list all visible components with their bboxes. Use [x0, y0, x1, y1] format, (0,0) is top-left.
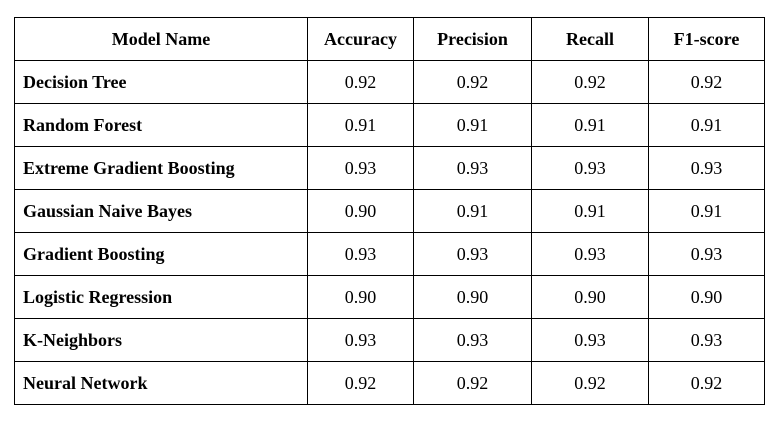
header-accuracy: Accuracy [308, 18, 414, 61]
accuracy-cell: 0.91 [308, 104, 414, 147]
precision-cell: 0.91 [414, 190, 532, 233]
table-row [15, 276, 765, 319]
f1-score-cell: 0.92 [649, 61, 765, 104]
model-name-cell: Extreme Gradient Boosting [15, 147, 308, 190]
header-precision: Precision [414, 18, 532, 61]
accuracy-cell: 0.93 [308, 319, 414, 362]
recall-cell: 0.90 [532, 276, 649, 319]
accuracy-cell: 0.92 [308, 61, 414, 104]
table-row [15, 61, 765, 104]
precision-cell: 0.93 [414, 147, 532, 190]
accuracy-cell: 0.90 [308, 190, 414, 233]
header-row [15, 18, 765, 61]
accuracy-cell: 0.93 [308, 233, 414, 276]
recall-cell: 0.93 [532, 147, 649, 190]
accuracy-cell: 0.90 [308, 276, 414, 319]
f1-score-cell: 0.93 [649, 319, 765, 362]
f1-score-cell: 0.90 [649, 276, 765, 319]
model-name-cell: Logistic Regression [15, 276, 308, 319]
table-row [15, 362, 765, 405]
model-name-cell: Neural Network [15, 362, 308, 405]
header-model-name: Model Name [15, 18, 308, 61]
recall-cell: 0.91 [532, 104, 649, 147]
accuracy-cell: 0.92 [308, 362, 414, 405]
model-name-cell: K-Neighbors [15, 319, 308, 362]
table-row [15, 233, 765, 276]
model-comparison-table [14, 17, 765, 405]
f1-score-cell: 0.92 [649, 362, 765, 405]
recall-cell: 0.91 [532, 190, 649, 233]
model-name-cell: Gradient Boosting [15, 233, 308, 276]
model-name-cell: Random Forest [15, 104, 308, 147]
precision-cell: 0.92 [414, 362, 532, 405]
header-recall: Recall [532, 18, 649, 61]
model-name-cell: Gaussian Naive Bayes [15, 190, 308, 233]
recall-cell: 0.92 [532, 61, 649, 104]
precision-cell: 0.90 [414, 276, 532, 319]
table-row [15, 190, 765, 233]
recall-cell: 0.93 [532, 319, 649, 362]
table-row [15, 319, 765, 362]
recall-cell: 0.93 [532, 233, 649, 276]
table-row [15, 104, 765, 147]
precision-cell: 0.91 [414, 104, 532, 147]
accuracy-cell: 0.93 [308, 147, 414, 190]
f1-score-cell: 0.93 [649, 147, 765, 190]
model-name-cell: Decision Tree [15, 61, 308, 104]
table-row [15, 147, 765, 190]
precision-cell: 0.93 [414, 319, 532, 362]
header-f1-score: F1-score [649, 18, 765, 61]
f1-score-cell: 0.93 [649, 233, 765, 276]
f1-score-cell: 0.91 [649, 104, 765, 147]
precision-cell: 0.93 [414, 233, 532, 276]
table-header [15, 18, 765, 61]
table-body [15, 61, 765, 405]
f1-score-cell: 0.91 [649, 190, 765, 233]
recall-cell: 0.92 [532, 362, 649, 405]
precision-cell: 0.92 [414, 61, 532, 104]
